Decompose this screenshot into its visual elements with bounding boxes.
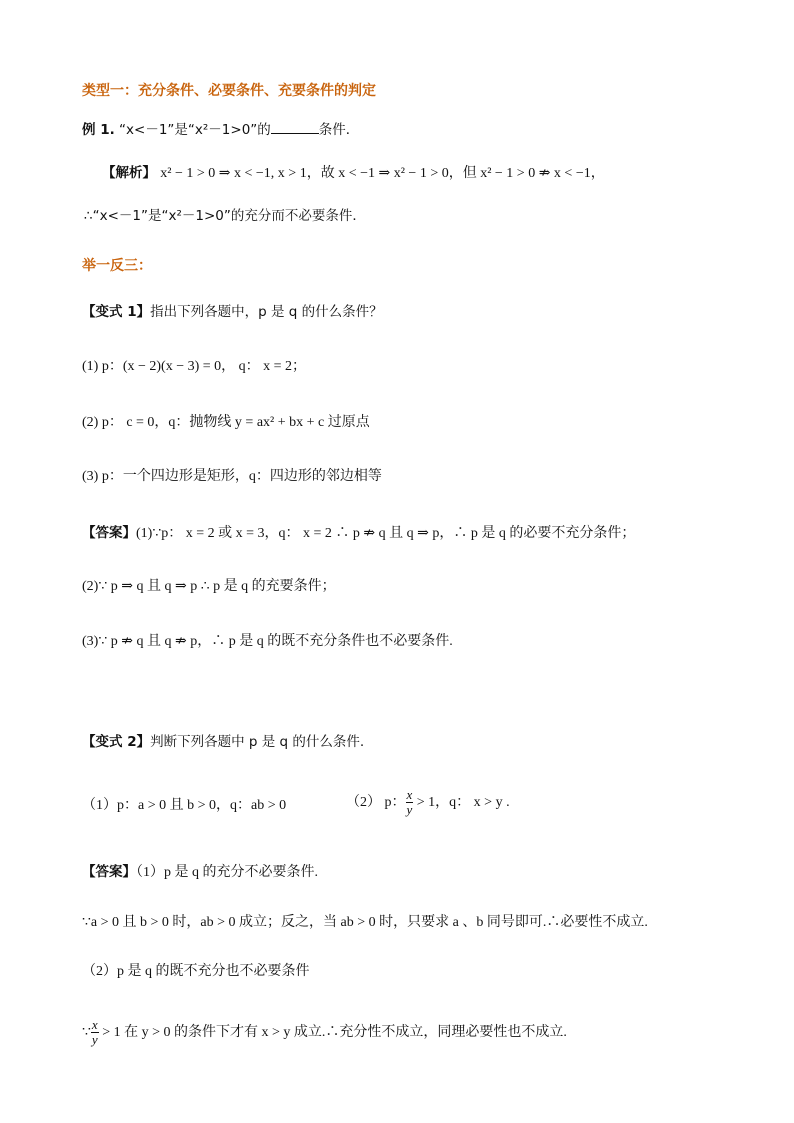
because-symbol: ∵ [82, 1025, 91, 1040]
variant-2-item-2 [346, 788, 510, 817]
fraction-numerator: x [406, 787, 413, 802]
example-1-question [82, 121, 359, 139]
fraction-numerator-2: x [91, 1017, 98, 1032]
example-1-conclusion: ∴“x<－1”是“x²－1>0”的充分而不必要条件． [84, 208, 366, 224]
variant-1-answer-2: (2)∵ p ⇒ q 且 q ⇒ p ∴ p 是 q 的充要条件； [82, 579, 336, 594]
variant-2-label: 【变式 2】 [82, 734, 151, 750]
variant-1-item-2: (2) p： c = 0，q：抛物线 y = ax² + bx + c 过原点 [82, 415, 370, 430]
example-label: 例 1. [82, 122, 115, 138]
variant-2-answer-1 [82, 863, 318, 882]
section-title-type-one: 类型一：充分条件、必要条件、充要条件的判定 [82, 83, 376, 99]
fraction-denominator: y [406, 802, 413, 817]
variant-1-question [82, 303, 383, 321]
analysis-label: 【解析】 [102, 165, 156, 181]
variant-2-item-2-prefix: （2） p： [346, 795, 406, 810]
variant-1-item-1: (1) p：(x − 2)(x − 3) = 0， q： x = 2； [82, 359, 307, 374]
fraction-denominator-2: y [91, 1032, 98, 1047]
answer-blank [271, 121, 319, 134]
variant-2-explain-2-text: > 1 在 y > 0 的条件下才有 x > y 成立.∴充分性不成立，同理必要性也不成立. [98, 1025, 567, 1040]
variant-1-question-text: 指出下列各题中，p 是 q 的什么条件？ [150, 304, 383, 320]
variant-2-answer-1-text: （1）p 是 q 的充分不必要条件. [136, 865, 318, 880]
variant-1-answer-1 [82, 524, 635, 543]
variant-1-answer-1-text: (1)∵p： x = 2 或 x = 3，q： x = 2 ∴ p ⇏ q 且 q ⇒ p，∴ p 是 q 的必要不充分条件； [136, 526, 636, 541]
variant-2-question [82, 733, 364, 751]
example-question-tail: 条件． [318, 122, 360, 138]
variant-2-question-text: 判断下列各题中 p 是 q 的什么条件. [150, 734, 365, 750]
variant-2-item-2-suffix: > 1，q： x > y . [413, 795, 510, 810]
variant-1-item-3: (3) p：一个四边形是矩形，q：四边形的邻边相等 [82, 469, 382, 484]
variant-2-answer-2: （2）p 是 q 的既不充分也不必要条件 [82, 964, 310, 979]
fraction-x-over-y-2 [91, 1018, 99, 1047]
variant-2-explain-2 [82, 1018, 567, 1047]
variant-1-answer-label: 【答案】 [82, 525, 136, 541]
variant-2-answer-label: 【答案】 [82, 864, 136, 880]
analysis-math: x² − 1 > 0 ⇒ x < −1, x > 1，故 x < −1 ⇒ x² − 1 > 0，但 x² − 1 > 0 ⇏ x < −1， [160, 166, 605, 181]
variant-1-answer-3: (3)∵ p ⇏ q 且 q ⇏ p，∴ p 是 q 的既不充分条件也不必要条件. [82, 634, 453, 649]
variant-2-item-1: （1）p：a > 0 且 b > 0，q：ab > 0 [82, 798, 287, 813]
section-title-practice: 举一反三： [82, 258, 152, 274]
example-1-analysis [102, 164, 605, 183]
example-question-text: “x<－1”是“x²－1>0”的 [119, 122, 271, 138]
variant-2-explain-1: ∵a > 0 且 b > 0 时，ab > 0 成立；反之，当 ab > 0 时，只要求 a 、b 同号即可.∴必要性不成立. [82, 915, 648, 930]
variant-1-label: 【变式 1】 [82, 304, 151, 320]
